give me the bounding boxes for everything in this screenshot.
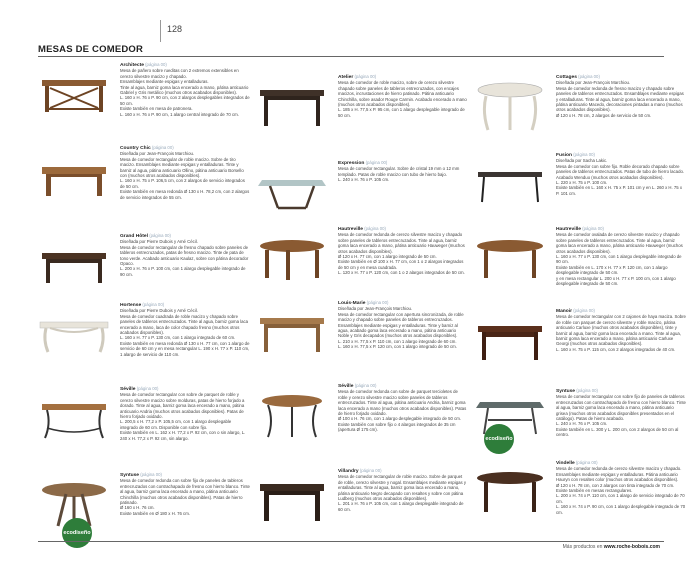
page-ref: (página 00)	[142, 302, 165, 307]
footer	[563, 544, 660, 550]
product-description: Mesa de comedor redonda con sobre de parquet tercioletes de roble y cerezo silvestre macizo sobre paneles de tableros entrecruzados. Tinte al agua, pátina anticuario Andria, barniz goma laca encerado a mano (muchos otros acabados disponibles). Patas de hierro forjado oxidado. Ø 100 x H. 76 cm, con 1 alargo desplegable integrado de 50 cm. Existe también con sobre fijo o 4 alargos integrados de 35 cm (apertura Ø 175 cm).	[338, 389, 467, 433]
product-description: Mesa de comedor redonda con sobre fijo de paneles de tableros entrecruzados con contrachapado de fresno con hierro blanco. Tinte al agua, barniz goma laca encerado a mano, pátina anticuario Chinchilla (muchos otros acabados disponibles). Patas de hierro patinado. Ø 160 x H. 76 cm. Existe también en Ø 180 x H. 76 cm.	[120, 478, 250, 516]
product-description: Mesa de comedor rectangular con sobre de parquet de roble y cerezo silvestre macizo sobre molduras, patas de hierro forjado a dorado. Tinte al agua, barniz goma laca encerado a mano, pátina anticuario Andria (muchos otros acabados disponibles). Patas de hierro forjado oxidado. L. 200,5 x H. 77,2 x P. 105,5 cm, con 1 alargo desplegable integrado de 60 cm. Disponible con sobre fijo. Existe también en L. 162 x H. 77,2 x P. 92 cm, con o sin alargo, L. 240 x H. 77,2 x P. 92 cm, sin alargo.	[120, 392, 246, 441]
product-description: Mesa de comedor rectangular con sobre fijo de paneles de tableros entrecruzados con contrachapado de fresno con hierro blanco. Tinte al agua, barniz goma laca encerado a mano, pátina anticuario grisea (muchos otros acabados disponibles presentados en el catálogo). Patas de hierro acabado. L. 240 x H. 76 x P. 105 cm. Existe también en L. 300 y L. 200 cm, con 2 alargos de 50 cm al centro.	[556, 394, 686, 438]
product-description: Mesa de comedor rectangular con 2 cajones de haya maciza. Sobre de roble con parquet de cerezo silvestre y roble macizo, pátina anticuario Carluxe (muchos otros acabados disponibles), tinte y barniz al agua, barniz goma laca encerado a mano. Tinte al agua, barniz goma laca encerado a mano, pátina anticuario Carluxe Georgi (muchos otros acabados disponibles). L. 160 x H. 75 x P. 115 cm, con 2 alargos integrados de 40 cm.	[556, 314, 686, 352]
top-rule	[38, 56, 664, 57]
page-ref: (página 00)	[366, 300, 389, 305]
product-name: Vindelle	[556, 461, 575, 466]
page-ref: (página 00)	[575, 460, 598, 465]
page-ref: (página 00)	[573, 152, 595, 157]
table-villandry-icon	[256, 470, 328, 530]
page-number: 128	[167, 24, 183, 34]
table-oval-dark-icon	[474, 462, 546, 522]
product-name: Hortense	[120, 303, 142, 308]
product-name: Manoir	[556, 309, 573, 314]
product-name: Séville	[338, 384, 354, 389]
page-ref: (página 00)	[582, 226, 604, 231]
product-description: Mesa de comedor de roble macizo, sobre de cerezo silvestre chapado sobre paneles de tableros entrecruzados, con encajes macizos, incrustaciones de hierro patinado. Pátina anticuario Chinchilla, sobre asador Rouge Carmin. Acabado encerado a mano (muchos otros acabados disponibles). L. 185 x H. 77,5 x P. 95 cm, con 1 alargo desplegable integrado de 50 cm.	[338, 80, 467, 118]
table-dark-turned-legs-icon	[256, 76, 328, 136]
page-ref: (página 00)	[576, 388, 598, 393]
table-white-carved-icon	[38, 304, 110, 364]
table-white-round-icon	[474, 76, 546, 136]
product-name: Hautreville	[338, 227, 364, 232]
table-oak-rect-icon	[256, 302, 328, 362]
eco-badge: ecodiseño	[62, 518, 92, 548]
product-name: Fusion	[556, 153, 573, 158]
product-entry	[474, 460, 692, 572]
product-name: Architecte	[120, 63, 144, 68]
page-ref: (página 00)	[354, 383, 377, 388]
bottom-rule	[38, 541, 664, 542]
product-name: Syntuse	[120, 473, 140, 478]
product-description: Diseñada por Jean-François Marchiou. Mesa de comedor rectangular de roble macizo. Sobre de tiro macizo. Ensamblajes mediante espigas y entalladuras. Tinte y barniz al agua, pátina anticuario Ollino, pátina anticuario Borsello con (muchos otros acabados disponibles). L. 160 x H. 75 x P. 106,5 cm, con 2 alargos de servicio integrados de 50 cm. Existe también en mesa redonda Ø 130 x H. 78,2 cm, con 2 alargos de servicio integrados de 55 cm.	[120, 151, 250, 200]
page-ref: (página 00)	[136, 386, 159, 391]
product-name: Cottages	[556, 75, 577, 80]
page-ref: (página 00)	[364, 226, 386, 231]
page-ref: (página 00)	[140, 472, 162, 477]
section-title: MESAS DE COMEDOR	[38, 44, 144, 55]
product-description: Mesa de comedor redonda de cerezo silvestre macizo y chapado. Ensamblajes mediante espigas y entalladuras. Pátina anticuario Hauryn con resaltes color (muchos otros acabados disponibles). Ø 120 x H. 78 cm, con 2 alargos con tinta integrado de 70 cm. Existe también en mesas rectangulares. L. 200 x H. 74 x P. 110 cm, con 1 alargo de servicio integrado de 70 cm. L. 160 x H. 74 x P. 90 cm, con 1 alargo desplegable integrado de 70 cm.	[556, 466, 686, 515]
table-round-wood-icon	[256, 228, 328, 288]
page-ref: (página 00)	[149, 233, 171, 238]
table-oval-wood-icon	[474, 228, 546, 288]
table-round-iron-icon	[256, 385, 328, 445]
table-iron-legs-icon	[38, 388, 110, 448]
table-wood-rect-icon	[38, 147, 110, 207]
product-name: Expression	[338, 161, 365, 166]
header-divider	[160, 20, 161, 42]
footer-prefix: Más productos en	[562, 544, 603, 550]
footer-url[interactable]: www.roche-bobois.com	[603, 544, 660, 550]
product-name: Louis-Marie	[338, 301, 366, 306]
table-manoir-icon	[474, 310, 546, 370]
product-description: Mesa de comedor rectangular de roble macizo. Sobre de parquet de roble, cerezo silvestre y nogal. Ensamblajes mediante espigas y entalladuras. Tinte al agua, barniz goma laca encerado a mano, pátina anticuario Negro decapado con resaltes y sobre con pátina Ludberg (muchos otros acabados disponibles). L. 201 x H. 76 x P. 105 cm, con 1 alargo desplegable integrado de 60 cm.	[338, 474, 467, 512]
product-description: Diseñada por Jean-François Marchiou. Mesa de comedor rectangular con apertura sincronizada, de roble macizo y chapado sobre paneles de tableros entrecruzados. Ensamblajes mediante espigas y entalladuras. Tinte y barniz al agua, acabado goma laca encerado a mano, pátina anticuario Noble y Gris decapados (muchos otros acabados disponibles). L. 210 x H. 77,5 x P. 110 cm, con 1 alargo integrado de 60 cm. L. 160 x H. 77,5 x P. 120 cm, con 1 alargo integrado de 50 cm.	[338, 306, 464, 350]
product-description: Diseñada por Jean-François Marchiou. Mesa de comedor redonda de fresno macizo y chapado sobre paneles de tableros entrecruzados. Ensamblajes mediante espigas y entalladuras. Tinte al agua, barniz goma laca encerado a mano, pátina anticuario Macedo, decoraciones pintadas a mano (muchos otros acabados disponibles). Ø 120 x H. 78 cm, 2 alargos de servicio de 50 cm.	[556, 80, 684, 118]
eco-badge: ecodiseño	[484, 424, 514, 454]
page-ref: (página 00)	[145, 62, 167, 67]
page-ref: (página 00)	[578, 74, 600, 79]
product-name: Hautreville	[556, 227, 582, 232]
table-dark-rect-icon	[38, 235, 110, 295]
product-description: Mesa de comedor rectangular. Sobre de cristal 19 mm o 12 mm templado. Patas de roble macizo con tubo de hierro bajo. L. 240 x H. 76 x P. 105 cm.	[338, 166, 460, 183]
page-ref: (página 00)	[151, 145, 174, 150]
page-ref: (página 00)	[354, 74, 377, 79]
product-name: Séville	[120, 387, 136, 392]
product-name: Grand Hôtel	[120, 234, 148, 239]
page-ref: (página 00)	[359, 468, 382, 473]
product-description: Diseñada por Pierre Dubois y Amé Cécil. Mesa de comedor rectangular de fresno chapado sobre paneles de tableros entrecruzados, patas de fresno macizo. Tinte de pata de tono verde. Acabado anticuario Kaulaz, sobre con pátina decorador Opaco. L. 200 x H. 76 x P. 100 cm, con 1 alargo desplegable integrado de 90 cm.	[120, 239, 249, 277]
product-description: Mesa de pañero sobre rueditas con 2 extremos extensibles en cerezo silvestre macizo y chapado. Ensamblajes mediante espigas y entalladuras. Tinte al agua, barniz goma laca encerado a mano, pátina anticuario Gabriel y Gris metálico (muchos otros acabados disponibles). L. 160 x H. 76 x P. 90 cm, con 2 alargos desplegables integrados de 50 cm. Existe también en mesa de patronera. L. 160 x H. 76 x P. 90 cm, 1 alargo central integrado de 70 cm.	[120, 68, 250, 117]
page-ref: (página 00)	[365, 160, 388, 165]
product-name: Syntuse	[556, 389, 576, 394]
product-entry	[256, 468, 474, 580]
product-description: Diseñada por Pierre Dubois y Amé Cécil. Mesa de comedor cuadrada de roble macizo y chapado sobre paneles de tableros entrecruzados. Tinte al agua, barniz goma laca encerado a mano, laca de color chapado fresno (muchos otros acabados disponibles). L. 160 x H. 77 x P. 130 cm, con 1 alargo integrado de 60 cm. Existe también en mesa redonda Ø 130 x H. 77 cm, con 1 alargo de servicio de 60 cm y en mesa rectangular L. 190 x H. 77 x P. 110 cm, 1 alargo de servicio de 110 cm.	[120, 308, 250, 357]
table-wood-x-legs-icon	[38, 64, 110, 124]
product-name: Atelier	[338, 75, 354, 80]
product-description: Diseñada por Sacha Lakic. Mesa de comedor con sobre fijo. Roble decorado chapado sobre paneles de tableros entrecruzados. Patas de tubo de hierro lacado. Acabado Wenduo (muchos otros acabados disponibles). L. 220 x H. 75 x P. 100 cm. Existe también en L. 160 x H. 75 x P. 101 cm y en L. 260 x H. 75 x P. 101 cm.	[556, 158, 685, 196]
product-name: Country Chic	[120, 146, 151, 151]
table-dark-slim-legs-icon	[474, 154, 546, 214]
product-description: Mesa de comedor redonda de cerezo silvestre macizo y chapado sobre paneles de tableros entrecruzados. Tinte al agua, barniz goma laca encerado a mano, pátina anticuario Hauweger (muchos otros acabados disponibles). Ø 120 x H. 77 cm, con 1 alargo integrado de 50 cm. Existe también en Ø 100 x H. 77 cm, con 1 o 2 alargos integrados de 50 cm y en mesa cuadrada. L. 120 x H. 77 x P. 120 cm, con 1 o 2 alargos integrados de 50 cm.	[338, 232, 465, 276]
table-glass-top-icon	[256, 162, 328, 222]
product-name: Villandry	[338, 469, 359, 474]
product-description: Mesa de comedor ovalada de cerezo silvestre macizo y chapado sobre paneles de tableros entrecruzados. Tinte al agua, barniz goma laca encerado a mano, pátina anticuario Hauweger (muchos otros acabados disponibles). L. 160 x H. 77 x P. 130 cm, con 1 alargo desplegable integrado de 90 cm. Existe también en L. 170 x H. 77 x P. 120 cm, con 1 alargo desplegable integrado de 50 cm. y en mesa rectangular L. 200 x H. 77 x P. 100 cm, con 1 alargo desplegable integrado de 50 cm.	[556, 232, 683, 287]
page-ref: (página 00)	[573, 308, 595, 313]
